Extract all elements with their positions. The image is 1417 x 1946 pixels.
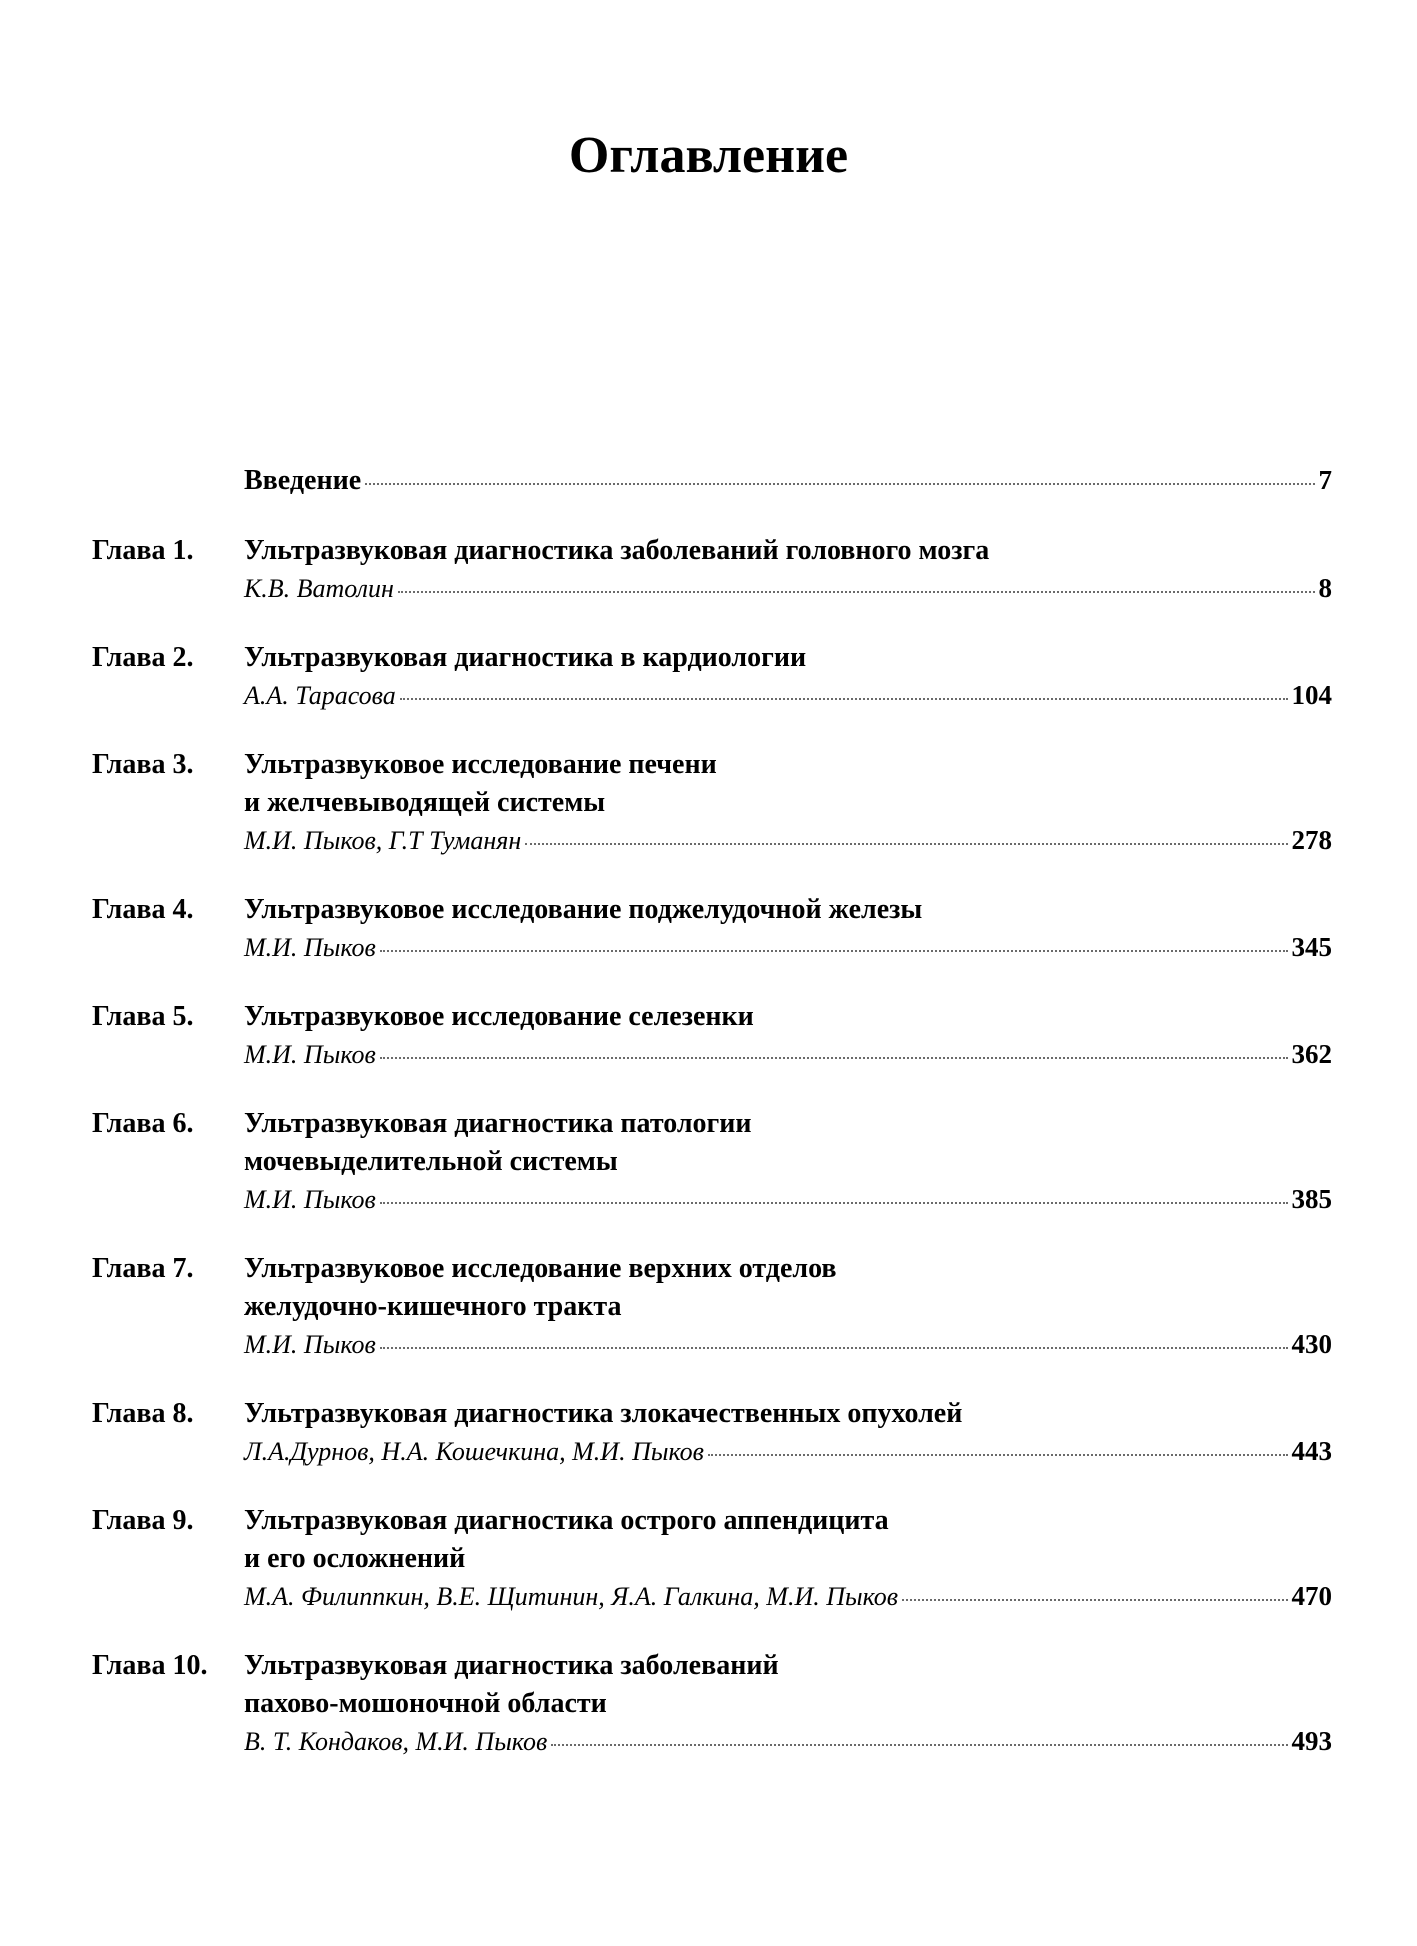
- toc-row: [244, 677, 1332, 714]
- table-of-contents: [92, 462, 1332, 1760]
- chapter-label: Глава 3.: [92, 749, 194, 780]
- chapter-title-line: Ультразвуковое исследование печени: [244, 749, 717, 780]
- toc-row: [244, 570, 1332, 607]
- chapter-title-line: Ультразвуковая диагностика в кардиологии: [244, 642, 807, 673]
- toc-entry-chapter: [92, 1502, 1332, 1615]
- toc-row: [244, 1036, 1332, 1073]
- dot-leader: [380, 1194, 1288, 1204]
- page-number: 493: [1291, 1726, 1332, 1756]
- toc-row: [244, 1723, 1332, 1760]
- toc-row: [244, 1326, 1332, 1363]
- page-number: 104: [1291, 680, 1332, 710]
- chapter-label: Глава 5.: [92, 1001, 194, 1032]
- dot-leader: [380, 1339, 1288, 1349]
- page-number: 443: [1291, 1436, 1332, 1466]
- toc-entry-intro: [92, 462, 1332, 500]
- chapter-authors: В. Т. Кондаков, М.И. Пыков: [244, 1727, 548, 1756]
- chapter-title-line: Ультразвуковая диагностика острого аппендицита: [244, 1505, 889, 1536]
- chapter-authors: А.А. Тарасова: [244, 681, 396, 710]
- page-number: 362: [1291, 1039, 1332, 1069]
- chapter-title-line: желудочно-кишечного тракта: [244, 1291, 622, 1322]
- chapter-label: Глава 6.: [92, 1108, 194, 1139]
- toc-row: [244, 462, 1332, 500]
- page-title: Оглавление: [568, 127, 849, 184]
- chapter-label: Глава 2.: [92, 642, 194, 673]
- dot-leader: [708, 1446, 1288, 1456]
- chapter-title-line: и желчевыводящей системы: [244, 787, 606, 818]
- toc-row: [244, 1578, 1332, 1615]
- chapter-label: Глава 7.: [92, 1253, 194, 1284]
- chapter-label: Глава 4.: [92, 894, 194, 925]
- chapter-authors: М.И. Пыков, Г.Т Туманян: [244, 826, 522, 855]
- toc-entry-chapter: [92, 1647, 1332, 1760]
- chapter-title-line: Ультразвуковая диагностика заболеваний: [244, 1650, 779, 1681]
- page-number: 278: [1291, 825, 1332, 855]
- chapter-authors: М.И. Пыков: [244, 933, 376, 962]
- dot-leader: [380, 1049, 1288, 1059]
- chapter-title-line: Ультразвуковое исследование поджелудочной железы: [244, 894, 923, 925]
- toc-row: [244, 822, 1332, 859]
- dot-leader: [902, 1591, 1287, 1601]
- chapter-title-line: Ультразвуковое исследование верхних отделов: [244, 1253, 837, 1284]
- dot-leader: [400, 690, 1288, 700]
- dot-leader: [398, 583, 1315, 593]
- chapter-label: Глава 8.: [92, 1398, 194, 1429]
- chapter-authors: М.И. Пыков: [244, 1185, 376, 1214]
- dot-leader: [380, 942, 1288, 952]
- toc-entry-chapter: [92, 1105, 1332, 1218]
- toc-entry-chapter: [92, 891, 1332, 966]
- dot-leader: [525, 835, 1287, 845]
- chapter-title-line: Ультразвуковая диагностика заболеваний головного мозга: [244, 535, 990, 566]
- toc-row: [244, 929, 1332, 966]
- dot-leader: [365, 475, 1314, 485]
- toc-entry-chapter: [92, 1395, 1332, 1470]
- page-number: 470: [1291, 1581, 1332, 1611]
- chapter-title-line: Ультразвуковое исследование селезенки: [244, 1001, 754, 1032]
- chapter-label: Глава 1.: [92, 535, 194, 566]
- toc-entry-chapter: [92, 532, 1332, 607]
- page-number: 385: [1291, 1184, 1332, 1214]
- chapter-authors: М.И. Пыков: [244, 1330, 376, 1359]
- entry-title: Введение: [244, 465, 362, 496]
- chapter-label: Глава 9.: [92, 1505, 194, 1536]
- page-number: 430: [1291, 1329, 1332, 1359]
- toc-entry-chapter: [92, 998, 1332, 1073]
- chapter-title-line: мочевыделительной системы: [244, 1146, 618, 1177]
- page-number: 345: [1291, 932, 1332, 962]
- chapter-authors: М.И. Пыков: [244, 1040, 376, 1069]
- page-number: 7: [1318, 465, 1332, 495]
- chapter-title-line: Ультразвуковая диагностика патологии: [244, 1108, 752, 1139]
- toc-row: [244, 1181, 1332, 1218]
- chapter-authors: К.В. Ватолин: [244, 574, 394, 603]
- dot-leader: [551, 1736, 1287, 1746]
- chapter-title-line: пахово-мошоночной области: [244, 1688, 607, 1719]
- page-number: 8: [1318, 573, 1332, 603]
- chapter-authors: Л.А.Дурнов, Н.А. Кошечкина, М.И. Пыков: [244, 1437, 704, 1466]
- toc-entry-chapter: [92, 639, 1332, 714]
- chapter-title-line: Ультразвуковая диагностика злокачественных опухолей: [244, 1398, 963, 1429]
- chapter-label: Глава 10.: [92, 1650, 208, 1681]
- chapter-authors: М.А. Филиппкин, В.Е. Щитинин, Я.А. Галкина, М.И. Пыков: [244, 1582, 899, 1611]
- toc-entry-chapter: [92, 746, 1332, 859]
- toc-entry-chapter: [92, 1250, 1332, 1363]
- chapter-title-line: и его осложнений: [244, 1543, 466, 1574]
- toc-row: [244, 1433, 1332, 1470]
